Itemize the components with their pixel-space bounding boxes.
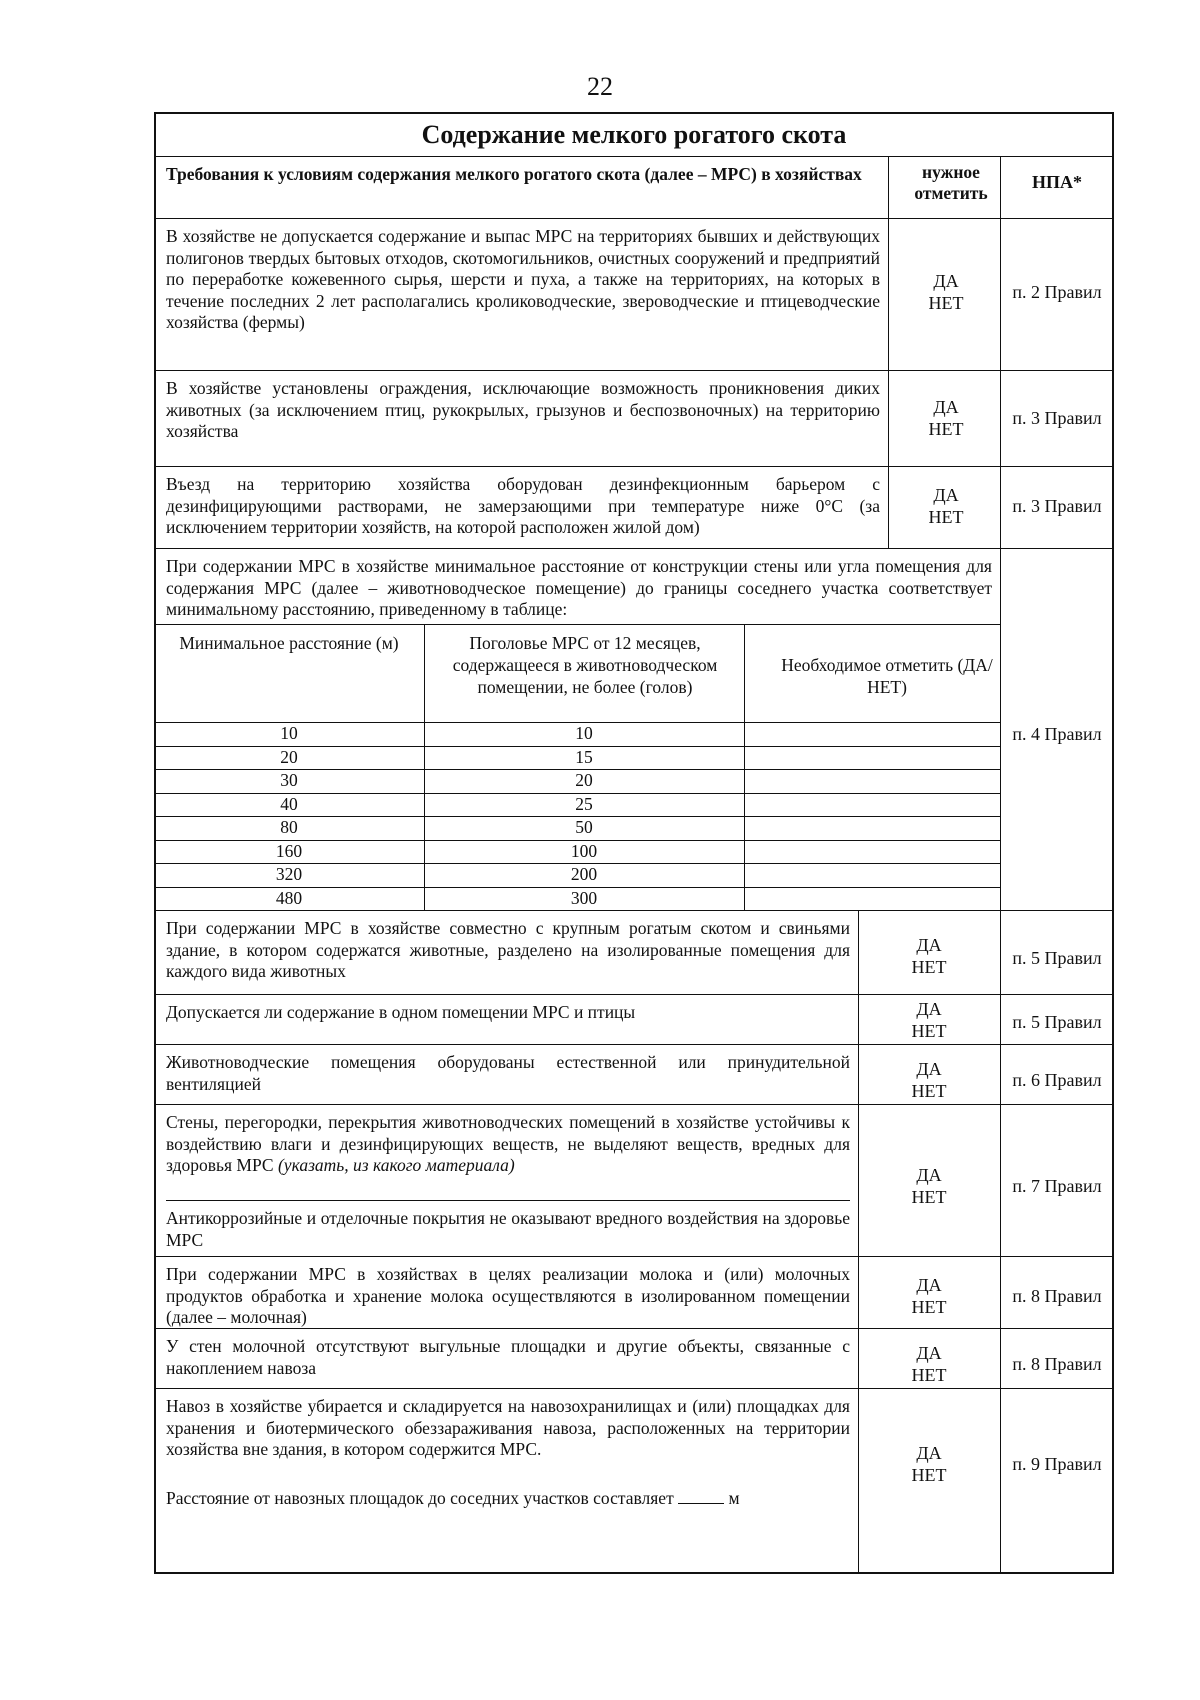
distance-value: 480 [275, 887, 303, 908]
yes-label[interactable]: ДА [916, 1059, 942, 1079]
distance-value: 40 [280, 793, 298, 814]
yes-label[interactable]: ДА [916, 999, 942, 1019]
requirement-text-7: Животноводческие помещения оборудованы естественной или принудительной вентиляцией [166, 1052, 850, 1094]
no-label[interactable]: НЕТ [928, 419, 964, 439]
table-title: Содержание мелкого рогатого скота [421, 120, 847, 149]
yes-no-option[interactable] [858, 1442, 1000, 1486]
distance-value: 320 [275, 864, 303, 884]
npa-reference: п. 8 Правил [1012, 1354, 1102, 1374]
livestock-value: 20 [575, 770, 593, 790]
requirement-text-11b: Расстояние от навозных площадок до соседних участков составляет м [166, 1488, 740, 1508]
yes-label[interactable]: ДА [916, 1165, 942, 1185]
mark-cell[interactable] [746, 863, 998, 887]
header-npa: НПА* [1031, 172, 1082, 192]
yes-no-option[interactable] [858, 1058, 1000, 1102]
npa-reference: п. 6 Правил [1012, 1070, 1102, 1090]
yes-no-option[interactable] [858, 1342, 1000, 1386]
no-label[interactable]: НЕТ [911, 1081, 947, 1101]
header-mark: нужное отметить [914, 162, 988, 203]
yes-label[interactable]: ДА [933, 485, 959, 505]
distance-header-min: Минимальное расстояние (м) [179, 633, 399, 653]
livestock-value: 50 [575, 817, 593, 837]
mark-cell[interactable] [746, 722, 998, 746]
npa-reference: п. 7 Правил [1012, 1176, 1102, 1196]
npa-reference: п. 9 Правил [1012, 1454, 1102, 1474]
yes-no-option[interactable] [858, 1164, 1000, 1208]
no-label[interactable]: НЕТ [911, 1465, 947, 1485]
npa-reference: п. 3 Правил [1012, 496, 1102, 516]
npa-reference: п. 2 Правил [1012, 282, 1102, 302]
no-label[interactable]: НЕТ [911, 1021, 947, 1041]
distance-value: 80 [280, 817, 298, 837]
requirement-text-4: При содержании МРС в хозяйстве минимальное расстояние от конструкции стены или угла помещения для содержания МРС (далее – животноводческое помещение) до границы соседнего участка соответствует минимальному расстоянию, приведенному в таблице: [166, 556, 992, 619]
requirements-table [154, 112, 1114, 1574]
distance-header-livestock: Поголовье МРС от 12 месяцев, содержащееся в животноводческом помещении, не более (голов) [452, 633, 718, 697]
requirement-text-2: В хозяйстве установлены ограждения, исключающие возможность проникновения диких животных (за исключением птиц, рукокрылых, грызунов и беспозвоночных) на территорию хозяйства [166, 378, 880, 441]
no-label[interactable]: НЕТ [928, 293, 964, 313]
npa-reference: п. 5 Правил [1012, 948, 1102, 968]
no-label[interactable]: НЕТ [911, 957, 947, 977]
distance-value: 160 [275, 840, 303, 861]
distance-header-mark: Необходимое отметить (ДА/НЕТ) [781, 655, 993, 697]
yes-label[interactable]: ДА [933, 397, 959, 417]
requirement-text-6: Допускается ли содержание в одном помещении МРС и птицы [166, 1002, 636, 1022]
mark-cell[interactable] [746, 793, 998, 817]
distance-value: 10 [280, 723, 298, 743]
yes-no-option[interactable] [858, 1274, 1000, 1318]
no-label[interactable]: НЕТ [911, 1365, 947, 1385]
header-requirements: Требования к условиям содержания мелкого рогатого скота (далее – МРС) в хозяйствах [166, 164, 862, 184]
requirement-text-9: При содержании МРС в хозяйствах в целях реализации молока и (или) молочных продуктов обработка и хранение молока осуществляются в изолированном помещении (далее – молочная) [166, 1264, 850, 1327]
mark-cell[interactable] [746, 769, 998, 793]
mark-cell[interactable] [746, 816, 998, 840]
distance-value: 20 [280, 746, 298, 767]
livestock-value: 200 [570, 864, 598, 884]
livestock-value: 100 [570, 840, 598, 861]
npa-reference: п. 4 Правил [1012, 724, 1102, 744]
livestock-value: 25 [575, 793, 593, 814]
no-label[interactable]: НЕТ [928, 507, 964, 527]
requirement-text-8: Стены, перегородки, перекрытия животноводческих помещений в хозяйстве устойчивы к воздействию влаги и дезинфицирующих веществ, не выделяют веществ, вредных для здоровья МРС (указать, из какого материала) [166, 1112, 850, 1175]
distance-value: 30 [280, 770, 298, 790]
mark-cell[interactable] [746, 840, 998, 864]
npa-reference: п. 3 Правил [1012, 408, 1102, 428]
yes-label[interactable]: ДА [916, 935, 942, 955]
yes-label[interactable]: ДА [916, 1275, 942, 1295]
page-number: 22 [587, 72, 613, 101]
yes-label[interactable]: ДА [916, 1443, 942, 1463]
yes-no-option[interactable] [858, 934, 1000, 978]
requirement-text-10: У стен молочной отсутствуют выгульные площадки и другие объекты, связанные с накоплением навоза [166, 1336, 850, 1378]
livestock-value: 300 [570, 887, 598, 908]
requirement-text-1: В хозяйстве не допускается содержание и выпас МРС на территориях бывших и действующих полигонов твердых бытовых отходов, скотомогильников, очистных сооружений и предприятий по переработке кожевенного сырья, шерсти и пуха, а также на территориях, на которых в течение последних 2 лет располагались кролиководческие, звероводческие и птицеводческие хозяйства (фермы) [166, 226, 880, 332]
npa-reference: п. 5 Правил [1012, 1012, 1102, 1032]
requirement-text-8b: Антикоррозийные и отделочные покрытия не оказывают вредного воздействия на здоровье МРС [166, 1208, 850, 1250]
yes-label[interactable]: ДА [916, 1343, 942, 1363]
no-label[interactable]: НЕТ [911, 1187, 947, 1207]
yes-no-option[interactable] [890, 484, 1002, 528]
yes-label[interactable]: ДА [933, 271, 959, 291]
livestock-value: 10 [575, 723, 593, 743]
material-input-line[interactable] [166, 1200, 850, 1201]
requirement-text-3: Въезд на территорию хозяйства оборудован дезинфекционным барьером с дезинфицирующими растворами, не замерзающими при температуре ниже 0°С (за исключением территории хозяйств, на которой расположен жилой дом) [166, 474, 880, 537]
yes-no-option[interactable] [890, 270, 1002, 314]
npa-reference: п. 8 Правил [1012, 1286, 1102, 1306]
livestock-value: 15 [575, 746, 593, 767]
no-label[interactable]: НЕТ [911, 1297, 947, 1317]
requirement-text-5: При содержании МРС в хозяйстве совместно с крупным рогатым скотом и свиньями здание, в котором содержатся животные, разделено на изолированные помещения для каждого вида животных [166, 918, 850, 981]
yes-no-option[interactable] [858, 998, 1000, 1042]
distance-input-blank[interactable] [678, 1489, 724, 1504]
yes-no-option[interactable] [890, 396, 1002, 440]
mark-cell[interactable] [746, 887, 998, 911]
requirement-text-11: Навоз в хозяйстве убирается и складируется на навозохранилищах и (или) площадках для хранения и биотермического обеззараживания навоза, расположенных на территории хозяйства вне здания, в котором содержится МРС. [166, 1396, 850, 1459]
mark-cell[interactable] [746, 746, 998, 770]
